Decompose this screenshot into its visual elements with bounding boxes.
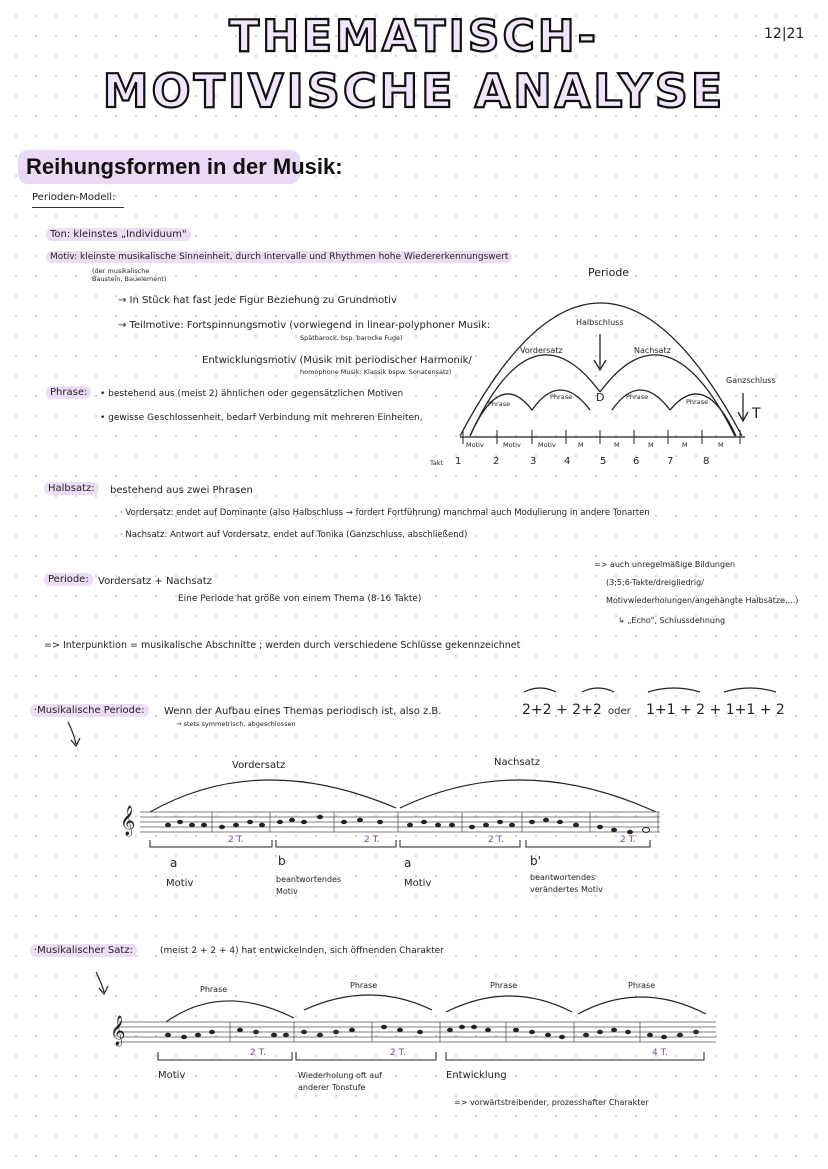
takt-number-6: 6	[633, 456, 640, 467]
diagram-takt-label: Takt	[430, 459, 444, 467]
formula-oder: oder	[608, 706, 631, 717]
diagram-tonika: T	[752, 406, 761, 422]
halbsatz-nachsatz: · Nachsatz: Antwort auf Vordersatz, endet auf Tonika (Ganzschluss, abschließend)	[120, 530, 468, 540]
musikalischer-satz-label: ·Musikalischer Satz:	[30, 944, 137, 957]
takt-number-2: 2	[493, 456, 500, 467]
motiv-bullet-2-note: Spätbarock, bsp. barocke Fuge)	[300, 334, 403, 342]
satz-desc-entwicklung: Entwicklung	[446, 1070, 507, 1081]
ton-definition: Ton: kleinstes „Individuum"	[46, 228, 191, 241]
periode-note-4: ↳ „Echo", Schlussdehnung	[618, 616, 726, 625]
title-line-2: MOTIVISCHE ANALYSE	[102, 64, 726, 118]
arc-phrase-satz-1	[166, 1001, 294, 1022]
takt-number-8: 8	[703, 456, 710, 467]
musikalischer-satz-text: (meist 2 + 2 + 4) hat entwickelnden, sich öffnenden Charakter	[160, 946, 444, 956]
arc-phrase-satz-4	[578, 997, 706, 1014]
diagram-nachsatz-label: Nachsatz	[634, 346, 671, 355]
periode-subtext: Eine Periode hat größe von einem Thema (8-16 Takte)	[178, 594, 422, 604]
diagram-periode-label: Periode	[588, 266, 630, 279]
satz-takt-3: 4 T.	[652, 1048, 668, 1058]
interpunktion-text: => Interpunktion = musikalische Abschnitte ; werden durch verschiedene Schlüsse gekennzeichnet	[44, 640, 521, 651]
formula-1: 2+2 + 2+2	[522, 702, 602, 718]
periode-note-2: (3;5;6-Takte/dreigliedrig/	[606, 578, 704, 587]
score-takt-4: 2 T.	[620, 835, 636, 845]
musikalische-periode-text: Wenn der Aufbau eines Themas periodisch ist, also z.B.	[164, 706, 442, 717]
diagram-halbschluss-label: Halbschluss	[576, 318, 624, 327]
satz-phrase-4: Phrase	[628, 981, 656, 990]
satz-takt-2: 2 T.	[390, 1048, 406, 1058]
satz-note: => vorwärtstreibender, prozesshafter Charakter	[454, 1098, 649, 1107]
phrase-bullet-1: • bestehend aus (meist 2) ähnlichen oder gegensätzlichen Motiven	[100, 389, 404, 399]
page-number: 12|21	[764, 26, 805, 42]
diagram-m-6: M	[648, 441, 654, 449]
periode-note-1: => auch unregelmäßige Bildungen	[594, 560, 736, 569]
entwicklungsmotiv: Entwicklungsmotiv (Musik mit periodischer Harmonik/	[202, 355, 472, 366]
letter-a-2: a	[404, 856, 412, 870]
phrase-label: Phrase:	[46, 386, 91, 399]
desc-motiv-1: Motiv	[166, 878, 194, 889]
diagram-phrase-4: Phrase	[686, 398, 709, 406]
score-takt-3: 2 T.	[488, 835, 504, 845]
score-takt-2: 2 T.	[364, 835, 380, 845]
diagram-phrase-3: Phrase	[626, 393, 649, 401]
satz-phrase-1: Phrase	[200, 985, 228, 994]
satz-phrase-3: Phrase	[490, 981, 518, 990]
takt-number-5: 5	[600, 456, 607, 467]
takt-number-7: 7	[667, 456, 674, 467]
diagram-m-7: M	[682, 441, 688, 449]
musikalische-periode-note: → stets symmetrisch, abgeschlossen	[176, 720, 296, 728]
brackets-2	[158, 1052, 704, 1060]
halbsatz-text: bestehend aus zwei Phrasen	[110, 485, 253, 496]
diagram-m-8: M	[718, 441, 724, 449]
takt-number-1: 1	[455, 456, 462, 467]
desc-motiv-2: Motiv	[404, 878, 432, 889]
motiv-definition: Motiv: kleinste musikalische Sinneinheit, durch Intervalle und Rhythmen hohe Wiedererkennungswert	[46, 251, 512, 263]
phrase-bullet-2: • gewisse Geschlossenheit, bedarf Verbindung mit mehreren Einheiten,	[100, 413, 423, 423]
takt-number-3: 3	[530, 456, 537, 467]
score-takt-1: 2 T.	[228, 835, 244, 845]
satz-phrase-2: Phrase	[350, 981, 378, 990]
letter-a-1: a	[170, 856, 178, 870]
diagram-m-4: M	[578, 441, 584, 449]
diagram-m-5: M	[614, 441, 620, 449]
diagram-dominante: D	[596, 391, 605, 404]
treble-clef-icon: 𝄞	[120, 806, 136, 836]
section-heading: Reihungsformen in der Musik:	[26, 154, 343, 179]
perioden-modell-label: Perioden-Modell:	[32, 192, 116, 203]
diagram-phrase-1: Phrase	[488, 400, 511, 408]
diagram-motiv-3: Motiv	[538, 441, 556, 449]
formula-2: 1+1 + 2 + 1+1 + 2	[646, 702, 785, 718]
entwicklungsmotiv-note: homophone Musik: Klassik bspw. Sonatensatz)	[300, 368, 452, 376]
letter-b-prime: b'	[530, 854, 541, 868]
halbsatz-vordersatz: · Vordersatz: endet auf Dominante (also Halbschluss → fordert Fortführung) manchmal auch Modulierung in andere Tonarten	[120, 508, 650, 518]
takt-number-4: 4	[564, 456, 571, 467]
motiv-bullet-2: → Teilmotive: Fortspinnungsmotiv (vorwiegend in linear-polyphoner Musik:	[118, 320, 491, 331]
satz-desc-motiv: Motiv	[158, 1070, 186, 1081]
halbsatz-label: Halbsatz:	[44, 482, 99, 495]
diagram-ganzschluss-label: Ganzschluss	[726, 376, 776, 385]
desc-verandertes-motiv: beantwortendes verändertes Motiv	[530, 873, 603, 894]
periode-text: Vordersatz + Nachsatz	[98, 576, 212, 587]
letter-b: b	[278, 854, 286, 868]
score-nachsatz-label: Nachsatz	[494, 757, 540, 768]
diagram-motiv-1: Motiv	[466, 441, 484, 449]
motiv-bullet-1: → In Stück hat fast jede Figur Beziehung zu Grundmotiv	[118, 295, 397, 306]
diagram-phrase-2: Phrase	[550, 393, 573, 401]
arc-phrase-satz-2	[304, 995, 432, 1010]
score-vordersatz-label: Vordersatz	[232, 760, 286, 771]
satz-takt-1: 2 T.	[250, 1048, 266, 1058]
periode-label: Periode:	[44, 573, 93, 586]
musikalische-periode-label: ·Musikalische Periode:	[30, 704, 149, 717]
diagram-motiv-2: Motiv	[503, 441, 521, 449]
treble-clef-icon-2: 𝄞	[110, 1016, 126, 1046]
motiv-note: (der musikalische Baustein, Bauelement)	[92, 267, 167, 283]
periode-note-3: Motivwiederholungen/angehängte Halbsätze,...)	[606, 596, 799, 605]
desc-beantwortendes-motiv: beantwortendes Motiv	[276, 875, 342, 896]
title-line-1: THEMATISCH-	[229, 11, 599, 62]
satz-desc-wiederholung: Wiederholung oft auf anderer Tonstufe	[298, 1071, 383, 1092]
arc-phrase-satz-3	[446, 996, 572, 1012]
diagram-vordersatz-label: Vordersatz	[520, 346, 563, 355]
